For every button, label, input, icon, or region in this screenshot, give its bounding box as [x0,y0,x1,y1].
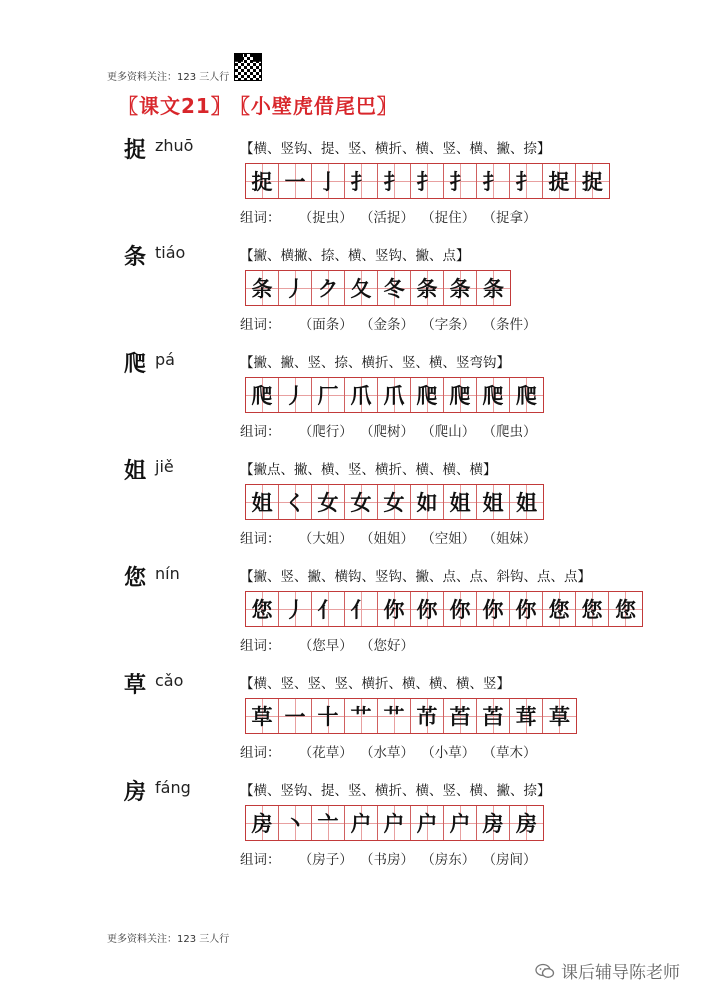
stroke-step-cell [378,378,411,412]
word-list [240,313,537,333]
stroke-step-glyph: 一 [284,170,306,194]
stroke-step-cell [510,592,543,626]
stroke-step-glyph: 丿 [284,598,306,622]
word-item: （爬行） [298,424,353,440]
stroke-step-cell [345,164,378,198]
stroke-step-glyph: 茸 [515,705,537,729]
stroke-order-list: 【撇点、撇、横、竖、横折、横、横、横】 [240,462,497,478]
character-entry [0,454,707,564]
word-item: （书房） [366,852,415,868]
stroke-step-glyph: 您 [581,598,603,622]
hanzi-character: 姐 [124,459,147,484]
stroke-step-cell [477,378,510,412]
stroke-step-cell [411,806,444,840]
word-item: （条件） [489,317,537,333]
watermark [535,958,680,983]
stroke-step-cell [444,699,477,733]
stroke-step-glyph: 房 [251,812,273,836]
word-item: （姐姐） [366,531,415,547]
stroke-step-glyph: 户 [449,812,471,836]
words-label: 组词： [240,317,281,333]
stroke-step-cell [279,699,312,733]
stroke-order-list: 【撇、横撇、捺、横、竖钩、撇、点】 [240,248,470,264]
stroke-step-glyph: 房 [516,812,537,836]
word-list [240,634,414,654]
stroke-step-glyph: 草 [251,705,273,729]
stroke-step-cell [576,592,609,626]
word-list [240,741,537,761]
character-entry [0,240,707,350]
stroke-step-glyph: 扌 [350,170,372,194]
stroke-step-cell [477,164,510,198]
stroke-step-glyph: 扌 [449,170,471,194]
stroke-sequence-grid [245,163,610,199]
stroke-step-glyph: 条 [449,277,471,301]
stroke-order-list: 【横、竖钩、提、竖、横折、横、竖、横、撇、捺】 [240,783,551,799]
stroke-step-cell [477,592,510,626]
stroke-step-cell [378,271,411,305]
stroke-step-cell [279,806,312,840]
stroke-step-cell [246,164,279,198]
stroke-step-cell [246,485,279,519]
stroke-order-list: 【撇、竖、撇、横钩、竖钩、撇、点、点、斜钩、点、点】 [240,569,591,585]
stroke-step-cell [345,806,378,840]
stroke-step-glyph: 你 [416,598,438,622]
stroke-step-glyph: 房 [482,812,504,836]
stroke-step-glyph: 您 [615,598,636,622]
hanzi-character: 您 [124,566,147,591]
word-item: （您早） [298,638,353,654]
hanzi-character: 捉 [124,138,147,163]
stroke-step-glyph: 女 [350,491,372,515]
character-entry [0,561,707,671]
stroke-step-glyph: 条 [251,277,273,301]
word-item: （水草） [366,745,415,761]
stroke-step-cell [510,164,543,198]
stroke-step-cell [609,592,642,626]
stroke-step-cell [444,271,477,305]
stroke-step-cell [477,699,510,733]
word-item: （金条） [366,317,415,333]
stroke-step-glyph: 户 [383,812,405,836]
stroke-step-glyph: 亻 [317,598,339,622]
word-item: （爬树） [366,424,415,440]
stroke-step-glyph: く [284,491,306,515]
stroke-step-cell [411,592,444,626]
word-item: （活捉） [366,210,415,226]
word-list [240,527,537,547]
pinyin: jiě [155,457,174,476]
stroke-step-cell [444,164,477,198]
hanzi-character: 爬 [124,352,147,377]
stroke-step-glyph: 你 [515,598,537,622]
lesson-name: 〖小壁虎借尾巴〗 [239,94,398,118]
stroke-step-cell [279,378,312,412]
watermark-text: 课后辅导陈老师 [561,963,680,983]
stroke-step-glyph: 条 [483,277,504,301]
stroke-step-glyph: 冬 [383,277,405,301]
stroke-step-glyph: 捉 [548,170,570,194]
stroke-step-cell [312,485,345,519]
wechat-icon [535,963,555,979]
page-title [118,90,406,119]
word-item: （大姐） [298,531,353,547]
stroke-step-glyph: 苩 [449,705,471,729]
word-list [240,420,537,440]
stroke-step-cell [312,271,345,305]
stroke-step-cell [279,592,312,626]
word-item: （空姐） [428,531,476,547]
stroke-step-cell [246,592,279,626]
word-item: （草木） [489,745,537,761]
stroke-order-list: 【横、竖、竖、竖、横折、横、横、横、竖】 [240,676,510,692]
bottom-resource-note: 更多资料关注：123 三人行 [107,934,230,945]
pinyin: tiáo [155,243,186,262]
stroke-step-glyph: 扌 [416,170,438,194]
stroke-step-cell [246,378,279,412]
character-entry [0,775,707,885]
stroke-step-cell [378,592,411,626]
word-list [240,206,537,226]
stroke-order-list: 【横、竖钩、提、竖、横折、横、竖、横、撇、捺】 [240,141,551,157]
stroke-step-cell [345,592,378,626]
stroke-step-cell [378,806,411,840]
words-label: 组词： [240,852,281,868]
lesson-number: 〖课文21〗 [118,94,232,118]
pinyin: pá [155,350,175,369]
stroke-step-cell [279,164,312,198]
stroke-step-glyph: 女 [383,491,405,515]
words-label: 组词： [240,745,281,761]
stroke-step-glyph: 丿 [284,384,306,408]
stroke-sequence-grid [245,377,544,413]
stroke-step-cell [345,485,378,519]
stroke-step-glyph: 捉 [582,170,603,194]
stroke-sequence-grid [245,698,577,734]
stroke-step-cell [246,699,279,733]
stroke-step-cell [345,271,378,305]
stroke-step-cell [312,592,345,626]
stroke-step-cell [345,699,378,733]
stroke-step-glyph: 您 [251,598,273,622]
stroke-step-cell [411,164,444,198]
stroke-step-cell [411,378,444,412]
stroke-sequence-grid [245,805,544,841]
stroke-step-glyph: 丶 [284,812,306,836]
stroke-step-glyph: 爬 [516,384,537,408]
stroke-step-glyph: 芇 [416,705,438,729]
stroke-step-cell [312,806,345,840]
stroke-step-glyph: 姐 [516,491,537,515]
stroke-step-cell [246,806,279,840]
stroke-step-cell [378,485,411,519]
stroke-step-glyph: 一 [284,705,306,729]
word-item: （爬虫） [489,424,537,440]
word-item: （房子） [298,852,353,868]
stroke-step-glyph: 捉 [251,170,273,194]
word-item: （房东） [428,852,476,868]
stroke-step-cell [312,378,345,412]
stroke-step-cell [279,485,312,519]
stroke-order-list: 【撇、撇、竖、捺、横折、竖、横、竖弯钩】 [240,355,510,371]
stroke-step-glyph: 姐 [449,491,471,515]
stroke-step-glyph: 亠 [317,812,339,836]
stroke-step-glyph: 夂 [350,277,372,301]
stroke-step-cell [411,271,444,305]
hanzi-character: 条 [124,245,147,270]
word-item: （爬山） [428,424,476,440]
stroke-sequence-grid [245,484,544,520]
stroke-step-glyph: 扌 [482,170,504,194]
stroke-step-cell [312,699,345,733]
words-label: 组词： [240,424,281,440]
stroke-step-glyph: 爬 [449,384,471,408]
word-item: （捉拿） [489,210,537,226]
stroke-step-cell [312,164,345,198]
stroke-step-glyph: 十 [317,705,339,729]
stroke-step-glyph: 厂 [317,384,339,408]
character-entry [0,133,707,243]
stroke-step-cell [279,271,312,305]
stroke-step-glyph: 爪 [350,384,372,408]
hanzi-character: 草 [124,673,147,698]
stroke-step-cell [543,164,576,198]
words-label: 组词： [240,210,281,226]
stroke-step-cell [444,378,477,412]
word-item: （捉住） [428,210,476,226]
stroke-step-cell [576,164,609,198]
stroke-step-glyph: 爬 [482,384,504,408]
stroke-step-glyph: 女 [317,491,339,515]
stroke-sequence-grid [245,270,511,306]
character-entry [0,347,707,457]
stroke-step-cell [477,806,510,840]
word-item: （面条） [298,317,353,333]
stroke-step-glyph: 爪 [383,384,405,408]
stroke-step-glyph: 你 [383,598,405,622]
words-label: 组词： [240,531,281,547]
stroke-step-glyph: 条 [416,277,438,301]
top-resource-note: 更多资料关注：123 三人行 [107,72,230,83]
hanzi-character: 房 [124,780,147,805]
character-entry [0,668,707,778]
stroke-step-cell [411,699,444,733]
stroke-step-glyph: ク [317,277,339,301]
stroke-step-glyph: 你 [482,598,504,622]
stroke-step-glyph: 您 [548,598,570,622]
stroke-step-glyph: 你 [449,598,471,622]
stroke-step-cell [477,271,510,305]
word-item: （捉虫） [298,210,353,226]
stroke-step-glyph: 艹 [350,705,372,729]
stroke-step-glyph: 户 [416,812,438,836]
stroke-step-glyph: 爬 [251,384,273,408]
stroke-step-glyph: 艹 [383,705,405,729]
stroke-step-glyph: 草 [549,705,570,729]
word-item: （花草） [298,745,353,761]
stroke-step-cell [543,592,576,626]
stroke-step-glyph: 爬 [416,384,438,408]
stroke-step-cell [510,806,543,840]
stroke-step-glyph: 户 [350,812,372,836]
stroke-step-glyph: 姐 [251,491,273,515]
stroke-step-cell [246,271,279,305]
stroke-step-cell [510,699,543,733]
stroke-step-cell [378,164,411,198]
pinyin: fáng [155,778,191,797]
stroke-step-cell [411,485,444,519]
stroke-step-cell [444,592,477,626]
word-item: （姐妹） [489,531,537,547]
word-item: （房间） [489,852,537,868]
stroke-step-glyph: 亻 [350,598,372,622]
stroke-step-cell [345,378,378,412]
words-label: 组词： [240,638,281,654]
word-item: （小草） [428,745,476,761]
word-list [240,848,537,868]
stroke-sequence-grid [245,591,643,627]
stroke-step-glyph: 亅 [317,170,339,194]
stroke-step-cell [543,699,576,733]
stroke-step-glyph: 如 [416,491,438,515]
qr-code-icon [234,53,262,81]
stroke-step-cell [477,485,510,519]
stroke-step-glyph: 扌 [515,170,537,194]
stroke-step-glyph: 姐 [482,491,504,515]
pinyin: cǎo [155,671,184,690]
pinyin: nín [155,564,180,583]
stroke-step-cell [510,485,543,519]
stroke-step-cell [444,485,477,519]
stroke-step-glyph: 苩 [482,705,504,729]
word-item: （您好） [366,638,415,654]
stroke-step-glyph: 丿 [284,277,306,301]
stroke-step-cell [510,378,543,412]
pinyin: zhuō [155,136,194,155]
stroke-step-cell [378,699,411,733]
stroke-step-glyph: 扌 [383,170,405,194]
word-item: （字条） [428,317,476,333]
stroke-step-cell [444,806,477,840]
